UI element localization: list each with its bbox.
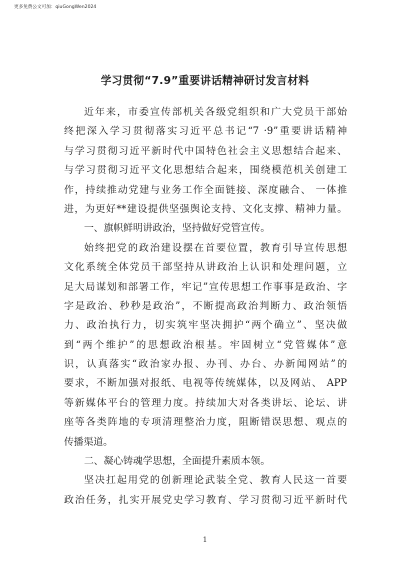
body-line: 力、政治执行力，切实筑牢坚决拥护“两个确立”、坚决做 <box>64 320 347 332</box>
body-line: 二、凝心铸魂学思想，全面提升素质本领。 <box>84 456 271 468</box>
body-line: 近年来，市委宣传部机关各级党组织和广大党员干部始 <box>84 107 347 118</box>
body-line: 要求，不断加强对报纸、电视等传统媒体，以及网站、 APP <box>64 378 347 390</box>
body-line: 坚决扛起用党的创新理论武装全党、教育人民这一首要 <box>84 475 347 487</box>
body-line: 到“两个维护”的思想政治根基。牢固树立“党管媒体”意 <box>64 339 347 351</box>
body-line: 与学习贯彻习近平文化思想结合起来，围绕模范机关创建工 <box>64 165 347 177</box>
body-line: 等新媒体平台的管理力度。持续加大对各类讲坛、论坛、讲 <box>64 397 347 409</box>
body-line: 与学习贯彻习近平新时代中国特色社会主义思想结合起来、 <box>64 145 347 157</box>
body-line: 终把深入学习贯彻落实习近平总书记“7 ·9”重要讲话精神 <box>64 126 347 138</box>
body-line: 座等各类阵地的专项清理整治力度，阻断错误思想、观点的 <box>64 417 347 429</box>
body-line: 作，持续推动党建与业务工作全面链接、深度融合、 一体推 <box>64 184 347 196</box>
document-body <box>64 103 347 510</box>
body-line: 政治任务，扎实开展党史学习教育、学习贯彻习近平新时代 <box>64 494 347 506</box>
body-line: 传播渠道。 <box>64 436 113 448</box>
body-line: 一、旗帜鲜明讲政治，坚持做好党管宣传。 <box>84 223 271 235</box>
body-line: 进，为更好**建设提供坚强舆论支持、文化支撑、精神力量。 <box>64 203 347 215</box>
header-note: 更多免费公文可加：qiuGongWen2024 <box>14 5 97 10</box>
body-line: 始终把党的政治建设摆在首要位置，教育引导宣传思想 <box>84 242 347 254</box>
body-line: 文化系统全体党员干部坚持从讲政治上认识和处理问题，立 <box>64 262 347 274</box>
body-line: 字是政治、秒秒是政治”，不断提高政治判断力、政治领悟 <box>64 300 347 312</box>
body-line: 识，认真落实“政治家办报、办刊、办台、办新闻网站”的 <box>64 359 347 371</box>
page-number: 1 <box>202 536 208 544</box>
body-line: 足大局谋划和部署工作，牢记”宣传思想工作事事是政治、字 <box>64 281 347 293</box>
document-title: 学习贯彻“7.9”重要讲话精神研讨发言材料 <box>100 75 310 87</box>
